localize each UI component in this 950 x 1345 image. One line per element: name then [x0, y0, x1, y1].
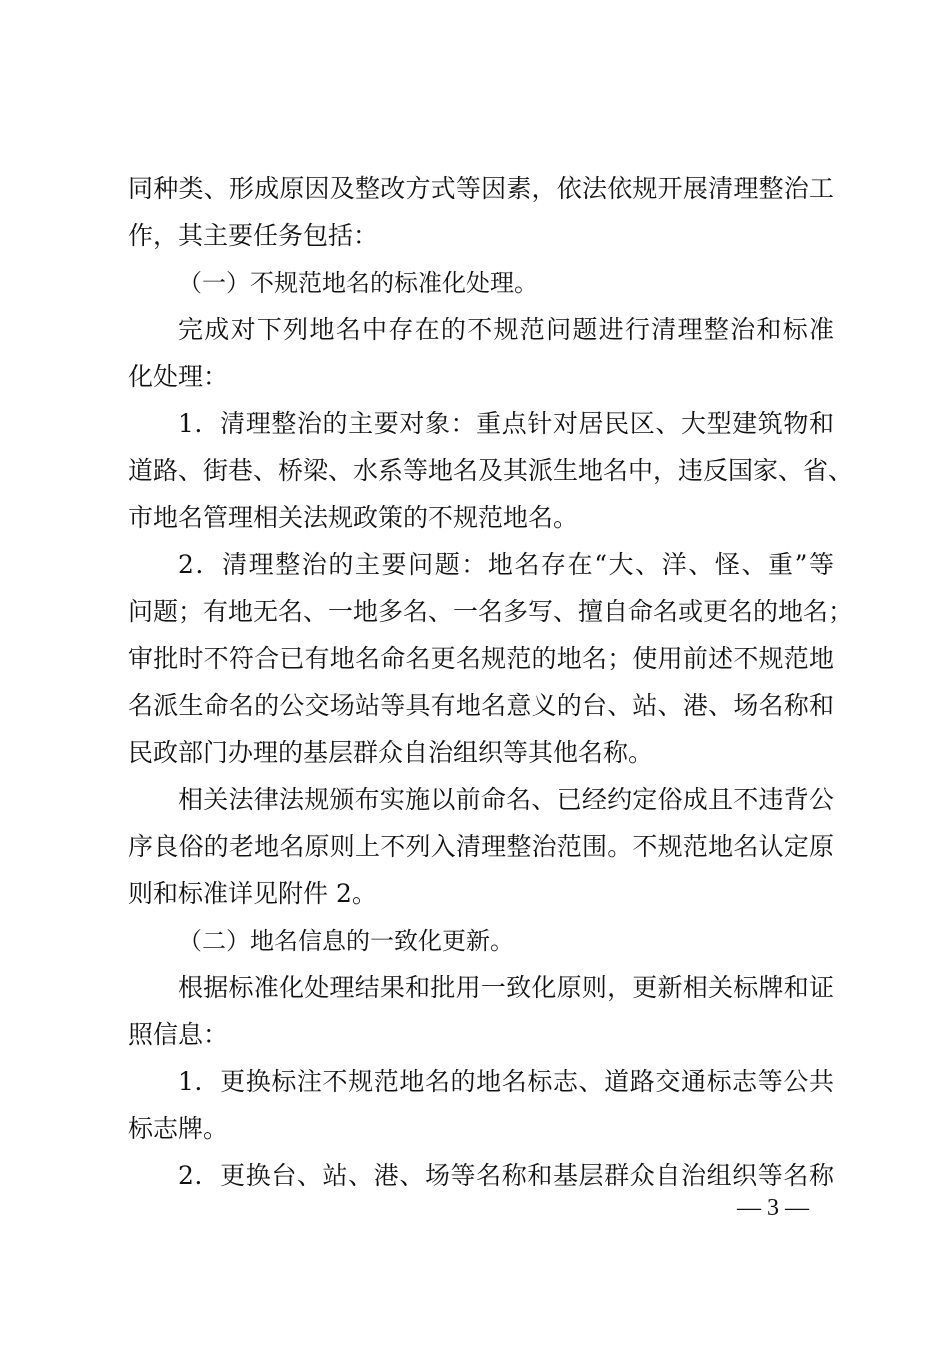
body-text-line: 民政部门办理的基层群众自治组织等其他名称。	[128, 738, 654, 767]
list-item-line: 1．更换标注不规范地名的地名标志、道路交通标志等公共	[178, 1067, 834, 1096]
body-text-line: 标志牌。	[128, 1114, 229, 1143]
page-number: — 3 —	[737, 1195, 809, 1221]
body-text-line: 道路、街巷、桥梁、水系等地名及其派生地名中，违反国家、省、	[128, 456, 854, 485]
body-text-line: 化处理：	[128, 362, 229, 391]
body-text-line: 名派生命名的公交场站等具有地名意义的台、站、港、场名称和	[128, 691, 834, 720]
list-item-line: 1．清理整治的主要对象：重点针对居民区、大型建筑物和	[178, 409, 834, 438]
body-text-line: 审批时不符合已有地名命名更名规范的地名；使用前述不规范地	[128, 644, 834, 673]
body-text-line: 则和标准详见附件 2。	[128, 879, 377, 908]
list-item-line: 2．更换台、站、港、场等名称和基层群众自治组织等名称	[178, 1161, 834, 1190]
body-text-line: 完成对下列地名中存在的不规范问题进行清理整治和标准	[178, 315, 834, 344]
body-text-line: 相关法律法规颁布实施以前命名、已经约定俗成且不违背公	[178, 785, 834, 814]
list-item-line: 2．清理整治的主要问题：地名存在“大、洋、怪、重”等	[178, 550, 834, 579]
body-text-line: 作，其主要任务包括：	[128, 221, 379, 250]
section-heading: （一）不规范地名的标准化处理。	[178, 269, 538, 297]
body-text-line: 问题；有地无名、一地多名、一名多写、擅自命名或更名的地名；	[128, 597, 854, 626]
section-heading: （二）地名信息的一致化更新。	[178, 927, 514, 955]
body-text-line: 序良俗的老地名原则上不列入清理整治范围。不规范地名认定原	[128, 832, 834, 861]
body-text-line: 同种类、形成原因及整改方式等因素，依法依规开展清理整治工	[128, 174, 834, 203]
body-text-line: 市地名管理相关法规政策的不规范地名。	[128, 503, 579, 532]
body-text-line: 照信息：	[128, 1020, 229, 1049]
body-text-line: 根据标准化处理结果和批用一致化原则，更新相关标牌和证	[178, 973, 834, 1002]
